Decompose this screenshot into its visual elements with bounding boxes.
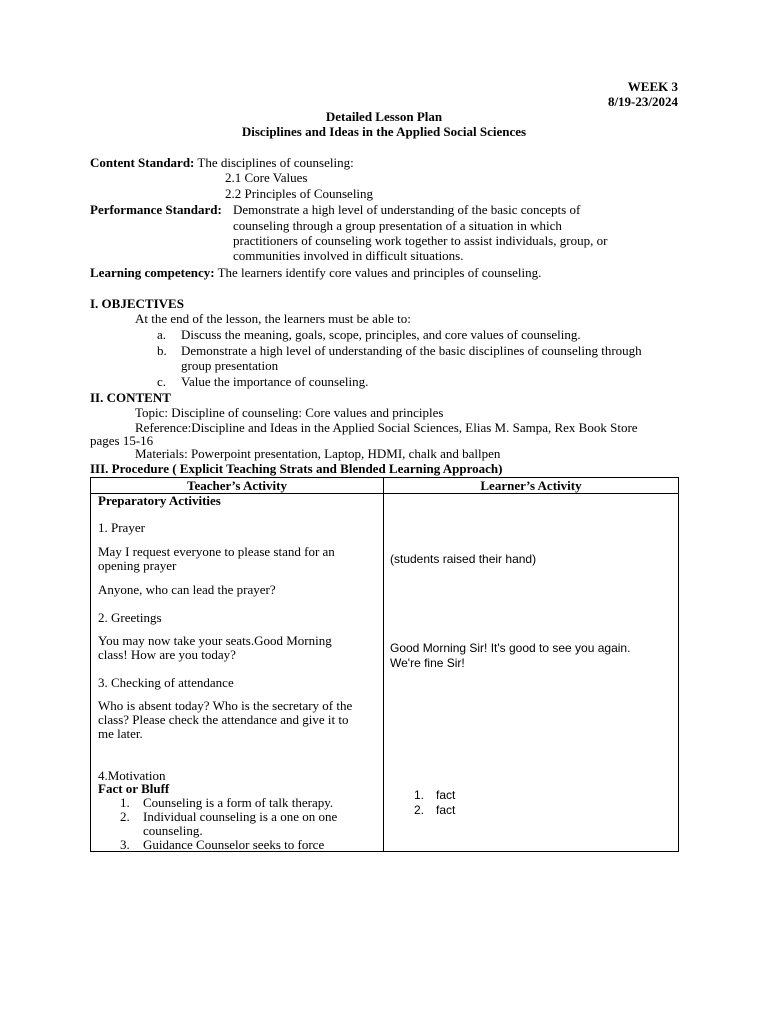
- content-item: 2.2 Principles of Counseling: [225, 186, 374, 201]
- performance-standard-line: Demonstrate a high level of understanding of the basic concepts of: [233, 202, 581, 217]
- motivation-step: 4.Motivation: [98, 768, 166, 783]
- content-reference: Reference:Discipline and Ideas in the Applied Social Sciences, Elias M. Sampa, Rex Book Store: [135, 420, 638, 435]
- content-topic: Topic: Discipline of counseling: Core values and principles: [135, 405, 444, 420]
- objectives-intro: At the end of the lesson, the learners must be able to:: [135, 311, 411, 326]
- statement-line: counseling.: [143, 823, 203, 838]
- game-title: Fact or Bluff: [98, 781, 170, 796]
- performance-standard-line: practitioners of counseling work together to assist individuals, group, or: [233, 233, 608, 248]
- preparatory-heading: Preparatory Activities: [98, 494, 221, 508]
- objective-line: Value the importance of counseling.: [181, 374, 369, 389]
- statement-line: Guidance Counselor seeks to force: [143, 837, 325, 851]
- date-range: 8/19-23/2024: [607, 94, 678, 109]
- performance-standard-line: communities involved in difficult situations.: [233, 248, 464, 263]
- prayer-lead-question: Anyone, who can lead the prayer?: [98, 582, 276, 597]
- prayer-step: 1. Prayer: [98, 520, 145, 535]
- learner-activity-cell: [384, 494, 679, 852]
- content-standard-label: Content Standard:: [90, 155, 195, 170]
- performance-standard-label: Performance Standard:: [90, 202, 222, 217]
- attendance-line: class? Please check the attendance and give it to: [98, 712, 349, 727]
- answer-number: 2.: [414, 803, 425, 817]
- prayer-request-line: May I request everyone to please stand for an: [98, 544, 335, 559]
- objective-marker: a.: [157, 327, 167, 342]
- document-title: Detailed Lesson Plan: [325, 109, 443, 124]
- greeting-response-line: Good Morning Sir! It's good to see you again.: [390, 641, 631, 655]
- answer-number: 1.: [414, 788, 425, 802]
- document-subtitle: Disciplines and Ideas in the Applied Social Sciences: [241, 124, 527, 139]
- answer-text: fact: [436, 788, 456, 802]
- learner-column-header: Learner’s Activity: [384, 478, 679, 494]
- statement-number: 3.: [120, 837, 130, 851]
- content-item: 2.1 Core Values: [225, 170, 308, 185]
- prayer-response: (students raised their hand): [390, 552, 537, 566]
- attendance-step: 3. Checking of attendance: [98, 675, 234, 690]
- greetings-step: 2. Greetings: [98, 610, 162, 625]
- learning-competency: [90, 265, 541, 280]
- learning-competency-text: The learners identify core values and principles of counseling.: [217, 265, 542, 280]
- objective-line: Demonstrate a high level of understanding of the basic disciplines of counseling through: [181, 343, 642, 358]
- procedure-table: [90, 477, 679, 852]
- prayer-request-line: opening prayer: [98, 558, 177, 573]
- content-materials: Materials: Powerpoint presentation, Laptop, HDMI, chalk and ballpen: [135, 446, 501, 461]
- objectives-heading: I. OBJECTIVES: [90, 296, 184, 311]
- statement-line: Counseling is a form of talk therapy.: [143, 795, 334, 810]
- objective-line: group presentation: [181, 358, 279, 373]
- statement-line: Individual counseling is a one on one: [143, 809, 338, 824]
- greetings-line: class! How are you today?: [98, 647, 236, 662]
- teacher-column-header: Teacher’s Activity: [91, 478, 384, 494]
- content-standard-text: The disciplines of counseling:: [197, 155, 354, 170]
- attendance-line: me later.: [98, 726, 143, 741]
- objective-marker: c.: [157, 374, 167, 389]
- table-row: [91, 494, 679, 852]
- performance-standard-line: counseling through a group presentation of a situation in which: [233, 218, 562, 233]
- statement-number: 1.: [120, 795, 130, 810]
- content-standard: [90, 155, 354, 170]
- greetings-line: You may now take your seats.Good Morning: [98, 633, 332, 648]
- table-header-row: [91, 478, 679, 494]
- greeting-response-line: We're fine Sir!: [390, 656, 465, 670]
- objective-line: Discuss the meaning, goals, scope, principles, and core values of counseling.: [181, 327, 581, 342]
- content-pages: pages 15-16: [90, 433, 154, 448]
- content-heading: II. CONTENT: [90, 390, 171, 405]
- statement-number: 2.: [120, 809, 130, 824]
- answer-text: fact: [436, 803, 456, 817]
- week-label: WEEK 3: [627, 79, 678, 94]
- learning-competency-label: Learning competency:: [90, 265, 215, 280]
- teacher-activity-cell: [91, 494, 384, 852]
- objective-marker: b.: [157, 343, 167, 358]
- procedure-heading: III. Procedure ( Explicit Teaching Strats and Blended Learning Approach): [90, 461, 503, 476]
- attendance-line: Who is absent today? Who is the secretary of the: [98, 698, 353, 713]
